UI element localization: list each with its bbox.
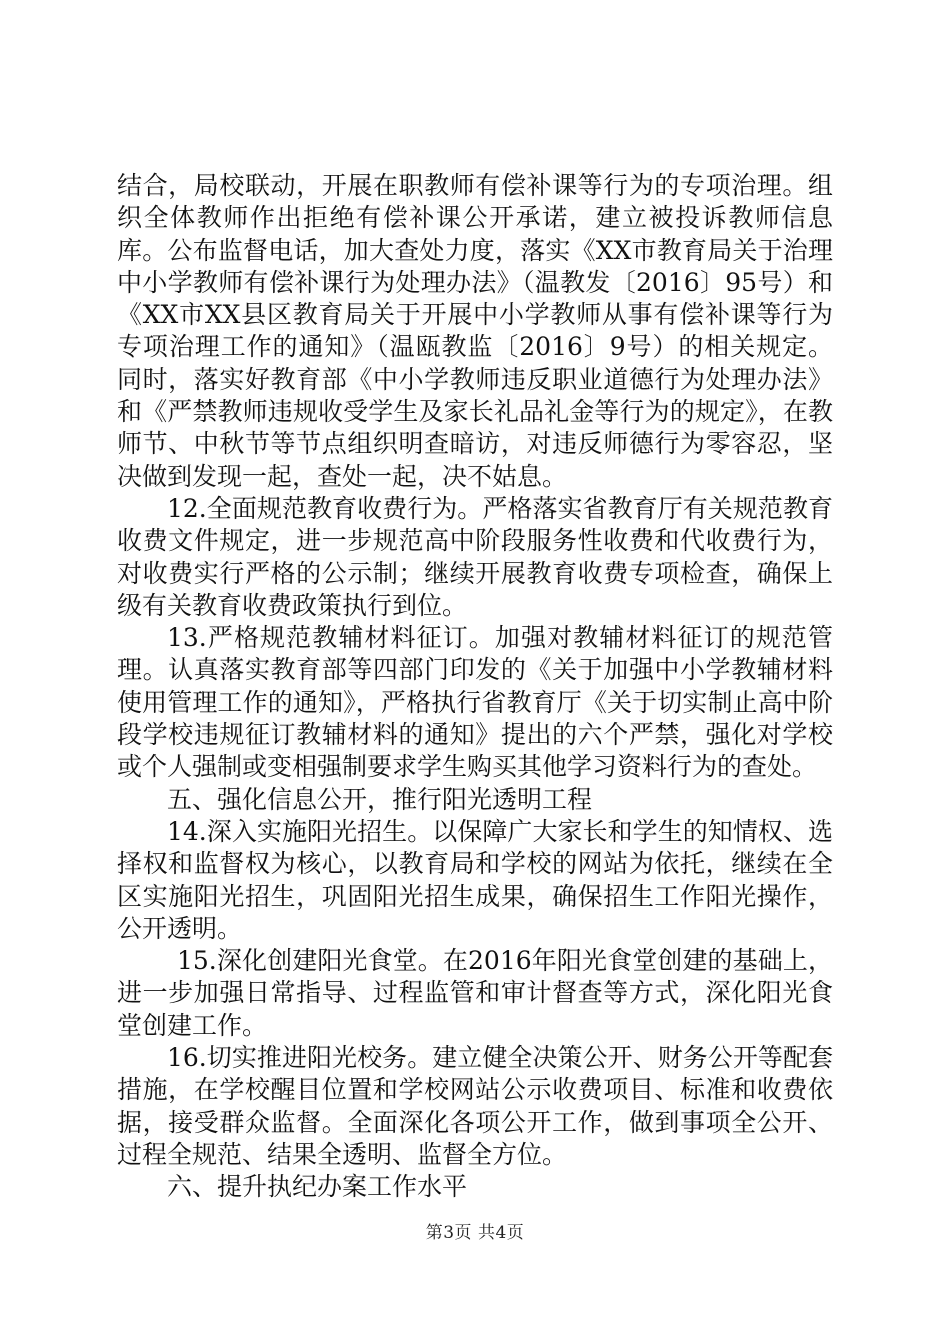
page-number-footer: 第3页 共4页 [425,1223,525,1243]
paragraph-paid-tutoring-governance: 结合，局校联动，开展在职教师有偿补课等行为的专项治理。组织全体教师作出拒绝有偿补课公开承诺，建立被投诉教师信息库。公布监督电话，加大查处力度，落实《XX市教育局关于治理中小学教师有偿补课行为处理办法》（温教发〔2016〕95号）和《XX市XX县区教育局关于开展中小学教师从事有偿补课等行为专项治理工作的通知》（温瓯教监〔2016〕9号）的相关规定。同时，落实好教育部《中小学教师违反职业道德行为处理办法》和《严禁教师违规收受学生及家长礼品礼金等行为的规定》，在教师节、中秋节等节点组织明查暗访，对违反师德行为零容忍，坚决做到发现一起，查处一起，决不姑息。 [117,171,833,491]
section-heading-5: 五、强化信息公开，推行阳光透明工程 [167,784,593,814]
paragraph-item-15: 15.深化创建阳光食堂。在2016年阳光食堂创建的基础上，进一步加强日常指导、过程监管和审计督查等方式，深化阳光食堂创建工作。 [117,946,833,1040]
section-heading-6: 六、提升执纪办案工作水平 [167,1172,468,1202]
paragraph-item-12: 12.全面规范教育收费行为。严格落实省教育厅有关规范教育收费文件规定，进一步规范高中阶段服务性收费和代收费行为，对收费实行严格的公示制；继续开展教育收费专项检查，确保上级有关教育收费政策执行到位。 [117,493,833,620]
paragraph-item-14: 14.深入实施阳光招生。以保障广大家长和学生的知情权、选择权和监督权为核心，以教育局和学校的网站为依托，继续在全区实施阳光招生，巩固阳光招生成果，确保招生工作阳光操作，公开透明。 [117,816,833,943]
document-body [117,170,833,1204]
paragraph-item-16: 16.切实推进阳光校务。建立健全决策公开、财务公开等配套措施，在学校醒目位置和学校网站公示收费项目、标准和收费依据，接受群众监督。全面深化各项公开工作，做到事项全公开、过程全规范、结果全透明、监督全方位。 [117,1043,833,1169]
paragraph-item-13: 13.严格规范教辅材料征订。加强对教辅材料征订的规范管理。认真落实教育部等四部门印发的《关于加强中小学教辅材料使用管理工作的通知》，严格执行省教育厅《关于切实制止高中阶段学校违规征订教辅材料的通知》提出的六个严禁，强化对学校或个人强制或变相强制要求学生购买其他学习资料行为的查处。 [117,623,833,782]
